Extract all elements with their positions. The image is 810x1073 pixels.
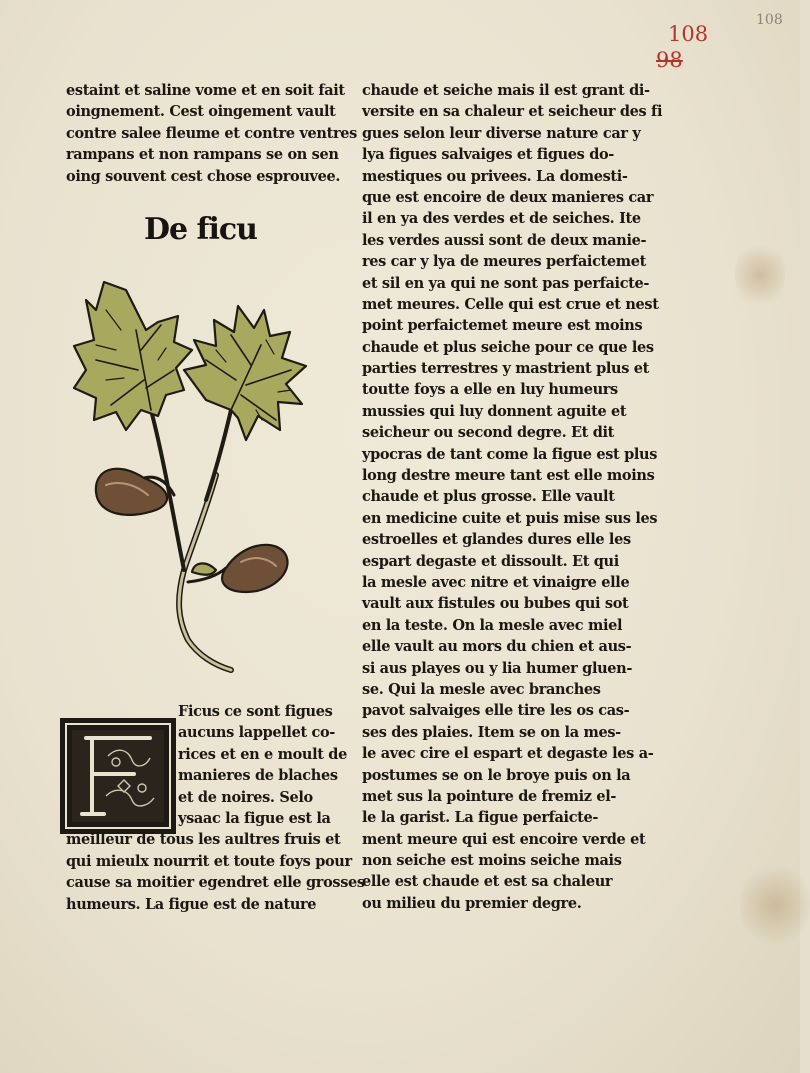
text-line: ypocras de tant come la figue est plus [362,445,658,463]
text-line: estroelles et glandes dures elle les [362,531,631,549]
text-line: manieres de blaches [178,767,338,785]
text-line: les verdes aussi sont de deux manie- [362,231,647,249]
text-line: il en ya des verdes et de seiches. Ite [362,210,641,228]
text-line: oingnement. Cest oingement vault [66,103,336,121]
text-line: lya figues salvaiges et figues do- [362,146,614,164]
left-column-bottom-text [66,701,365,915]
text-line: Ficus ce sont figues [178,703,333,720]
text-line: si aus playes ou y lia humer gluen- [362,659,633,677]
section-heading: De ficu [144,212,257,247]
text-line: ment meure qui est encoire verde et [362,830,646,848]
right-column-text [362,80,663,914]
text-line: vault aux fistules ou bubes qui sot [362,595,629,613]
text-line: mestiques ou privees. La domesti- [362,167,628,185]
fig-branch-woodcut [66,270,316,680]
text-line: estaint et saline vome et en soit fait [66,82,345,99]
text-line: chaude et plus grosse. Elle vault [362,488,615,506]
text-line: elle vault au mors du chien et aus- [362,638,632,656]
text-line: contre salee fleume et contre ventres [66,124,357,142]
text-line: cause sa moitier egendret elle grosses [66,874,365,892]
text-line: gues selon leur diverse nature car y [362,124,641,142]
text-line: non seiche est moins seiche mais [362,852,622,870]
paper-stain [740,860,810,950]
text-line: ou milieu du premier degre. [362,894,582,912]
text-line: parties terrestres y mastrient plus et [362,360,649,378]
text-line: en medicine cuite et puis mise sus les [362,509,658,527]
paper-stain [735,240,785,310]
text-line: que est encoire de deux manieres car [362,188,654,206]
text-line: chaude et plus seiche pour ce que les [362,338,654,356]
text-line: elle est chaude et est sa chaleur [362,873,613,891]
folio-number-pencil: 108 [756,12,783,28]
text-line: toutte foys a elle en luy humeurs [362,381,618,399]
text-line: espart degaste et dissoult. Et qui [362,552,619,570]
left-column-top-text [66,80,357,187]
text-line: postumes se on le broye puis on la [362,766,631,784]
folio-number-struck: 98 [656,48,683,72]
text-line: seicheur ou second degre. Et dit [362,424,615,442]
text-line: met sus la pointure de fremiz el- [362,787,617,805]
text-line: mussies qui luy donnent aguite et [362,402,627,420]
text-line: long destre meure tant est elle moins [362,467,655,485]
text-line: la mesle avec nitre et vinaigre elle [362,573,630,591]
text-line: pavot salvaiges elle tire les os cas- [362,702,630,720]
text-line: le avec cire el espart et degaste les a- [362,745,654,763]
text-line: qui mieulx nourrit et toute foys pour [66,852,352,870]
text-line: rices et en e moult de [178,745,347,763]
text-line: chaude et seiche mais il est grant di- [362,82,650,99]
text-line: res car y lya de meures perfaictemet [362,253,646,271]
text-line: meilleur de tous les aultres fruis et [66,831,341,849]
text-line: se. Qui la mesle avec branches [362,680,601,698]
text-line: rampans et non rampans se on sen [66,146,339,164]
folio-number-red: 108 [668,22,709,46]
text-line: met meures. Celle qui est crue et nest [362,295,659,313]
text-line: et de noires. Selo [178,788,313,806]
text-line: humeurs. La figue est de nature [66,895,317,913]
text-line: point perfaictemet meure est moins [362,317,643,335]
text-line: en la teste. On la mesle avec miel [362,616,623,634]
text-line: ysaac la figue est la [178,809,331,827]
text-line: versite en sa chaleur et seicheur des fi [362,103,663,121]
text-line: aucuns lappellet co- [178,724,335,742]
text-line: ses des plaies. Item se on la mes- [362,723,621,741]
text-line: oing souvent cest chose esprouvee. [66,167,341,185]
text-line: le la garist. La figue perfaicte- [362,809,599,827]
text-line: et sil en ya qui ne sont pas perfaicte- [362,274,650,292]
